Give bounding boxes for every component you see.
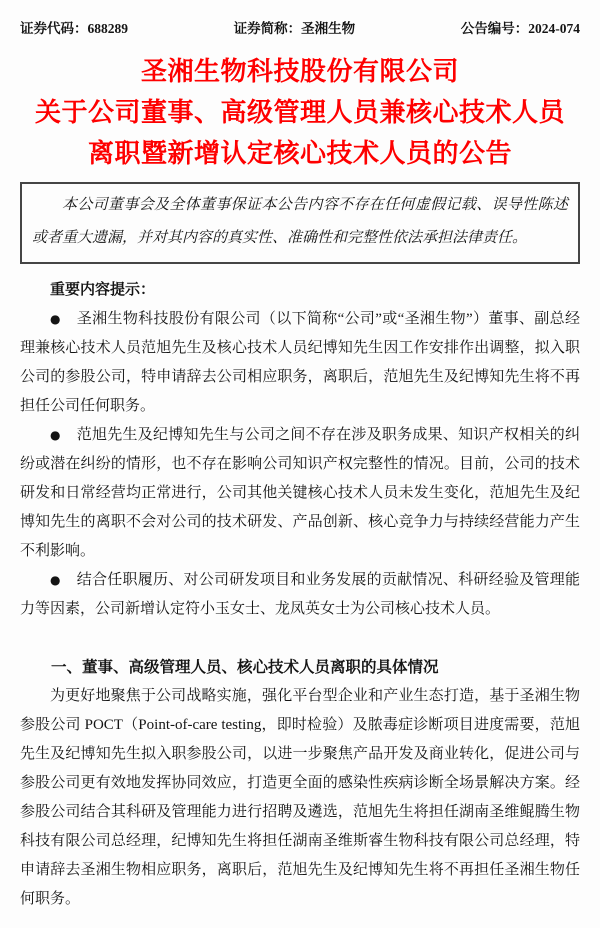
announcement-subject-title: 关于公司董事、高级管理人员兼核心技术人员离职暨新增认定核心技术人员的公告 xyxy=(34,97,565,168)
announcement-number: 公告编号：2024-074 xyxy=(460,21,580,36)
notice-bullet-3 xyxy=(20,566,580,624)
bullet-icon: ● xyxy=(50,312,61,326)
company-name-title: 圣湘生物科技股份有限公司 xyxy=(140,56,459,86)
disclaimer-text: 本公司董事会及全体董事保证本公告内容不存在任何虚假记载、误导性陈述或者重大遗漏，并对其内容的真实性、准确性和完整性依法承担法律责任。 xyxy=(32,197,568,246)
section-1-heading: 一、董事、高级管理人员、核心技术人员离职的具体情况 xyxy=(51,659,439,676)
notice-bullet-2-text: 范旭先生及纪博知先生与公司之间不存在涉及职务成果、知识产权相关的纠纷或潜在纠纷的情形，也不存在影响公司知识产权完整性的情况。目前，公司的技术研发和日常经营均正常进行，公司其他关键核心技术人员未发生变化，范旭先生及纪博知先生的离职不会对公司的技术研发、产品创新、核心竞争力与持续经营能力产生不利影响。 xyxy=(20,427,580,559)
section-1-paragraph: 为更好地聚焦于公司战略实施，强化平台型企业和产业生态打造，基于圣湘生物参股公司 POCT（Point-of-care testing，即时检验）及脓毒症诊断项目进度需要，范旭先生及纪博知先生拟入职参股公司，以进一步聚焦产品开发及商业转化，促进公司与参股公司更有效地发挥协同效应，打造更全面的感染性疾病诊断全场景解决方案。经参股公司结合其科研及管理能力进行招聘及遴选，范旭先生将担任湖南圣维鲲腾生物科技有限公司总经理，纪博知先生将担任湖南圣维斯睿生物科技有限公司总经理，特申请辞去圣湘生物相应职务，离职后，范旭先生及纪博知先生将不再担任圣湘生物任何职务。 xyxy=(20,688,580,907)
stock-short-name: 证券简称：圣湘生物 xyxy=(233,21,356,36)
stock-code: 证券代码：688289 xyxy=(20,21,128,36)
document-header xyxy=(20,20,580,38)
notice-bullet-1-text: 圣湘生物科技股份有限公司（以下简称“公司”或“圣湘生物”）董事、副总经理兼核心技术人员范旭先生及核心技术人员纪博知先生因工作安排作出调整，拟入职公司的参股公司，特申请辞去公司相应职务，离职后，范旭先生及纪博知先生将不再担任公司任何职务。 xyxy=(20,311,580,414)
notice-bullet-1 xyxy=(20,305,580,421)
notice-bullet-3-text: 结合任职履历、对公司研发项目和业务发展的贡献情况、科研经验及管理能力等因素，公司新增认定符小玉女士、龙凤英女士为公司核心技术人员。 xyxy=(20,572,580,617)
bullet-icon: ● xyxy=(50,573,61,587)
disclaimer-box xyxy=(20,182,580,264)
bullet-icon: ● xyxy=(50,428,61,442)
notice-heading: 重要内容提示： xyxy=(50,282,156,298)
document-title xyxy=(26,51,574,174)
notice-bullet-2 xyxy=(20,421,580,566)
